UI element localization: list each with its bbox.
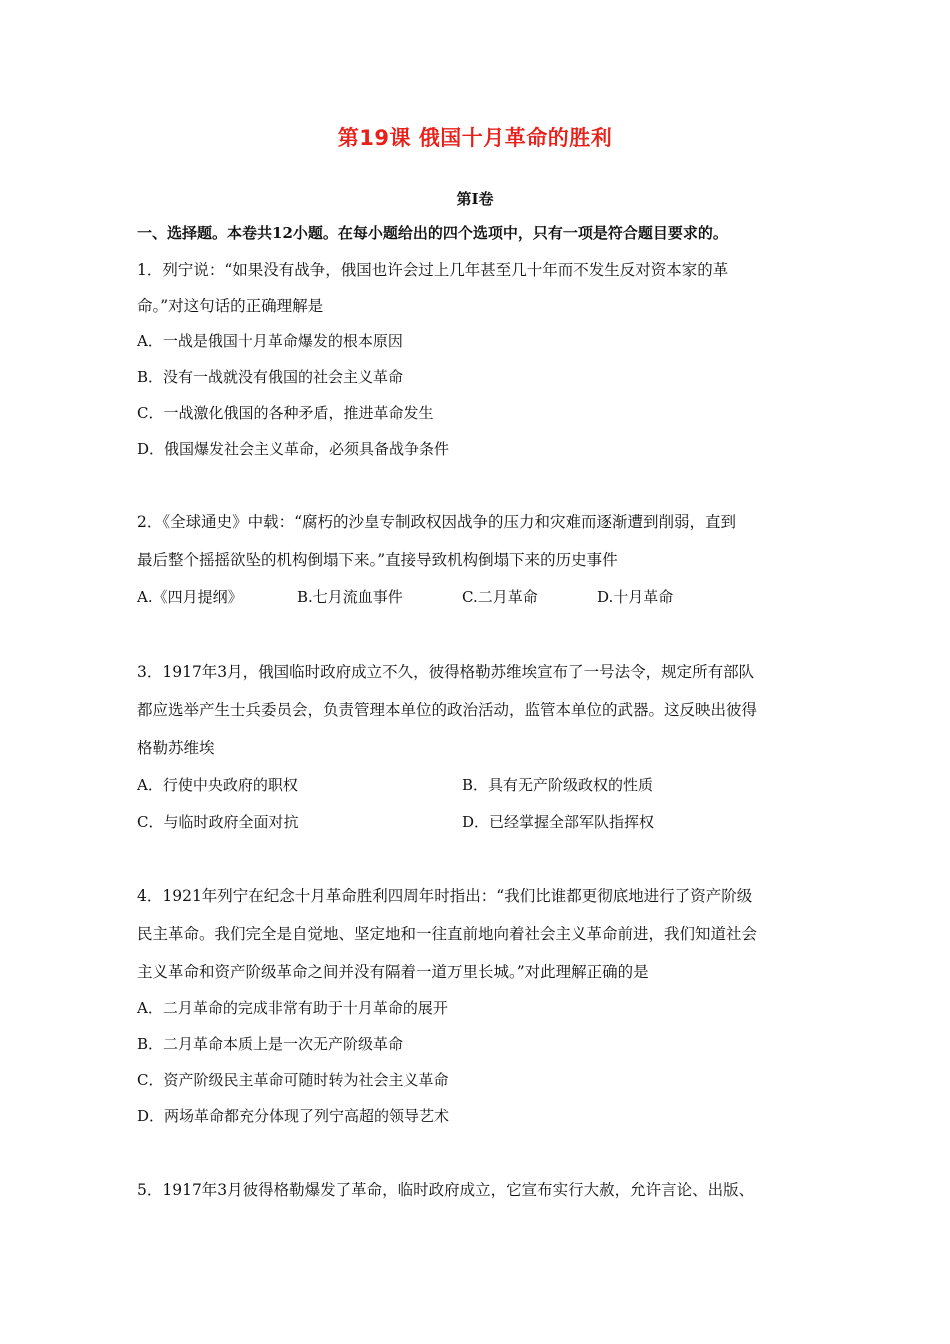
question-1-option-d: D．俄国爆发社会主义革命，必须具备战争条件 (137, 440, 450, 458)
page-title: 第19课 俄国十月革命的胜利 (337, 126, 613, 150)
question-3-stem-line-2: 都应选举产生士兵委员会，负责管理本单位的政治活动，监管本单位的武器。这反映出彼得 (137, 701, 758, 719)
question-1-option-a: A．一战是俄国十月革命爆发的根本原因 (137, 332, 403, 350)
question-3-option-a: A．行使中央政府的职权 (137, 776, 298, 794)
question-1-stem-line-1: 1．列宁说：“如果没有战争，俄国也许会过上几年甚至几十年而不发生反对资本家的革 (137, 261, 729, 279)
question-2-stem-line-1: 2．《全球通史》中载：“腐朽的沙皇专制政权因战争的压力和灾难而逐渐遭到削弱，直到 (137, 513, 737, 531)
question-4-option-a: A．二月革命的完成非常有助于十月革命的展开 (137, 999, 448, 1017)
question-3-stem-line-1: 3．1917年3月，俄国临时政府成立不久，彼得格勒苏维埃宣布了一号法令，规定所有部队 (137, 663, 755, 681)
question-2-option-a: A.《四月提纲》 (137, 588, 243, 606)
question-4-option-c: C．资产阶级民主革命可随时转为社会主义革命 (137, 1071, 449, 1089)
question-2-stem-line-2: 最后整个摇摇欲坠的机构倒塌下来。”直接导致机构倒塌下来的历史事件 (137, 551, 618, 569)
question-1-option-b: B．没有一战就没有俄国的社会主义革命 (137, 368, 404, 386)
question-4-option-d: D．两场革命都充分体现了列宁高超的领导艺术 (137, 1107, 450, 1125)
question-1-stem-line-2: 命。”对这句话的正确理解是 (137, 297, 324, 315)
question-4-stem-line-2: 民主革命。我们完全是自觉地、坚定地和一往直前地向着社会主义革命前进，我们知道社会 (137, 925, 758, 943)
question-3-option-c: C．与临时政府全面对抗 (137, 813, 299, 831)
question-1-option-c: C．一战激化俄国的各种矛盾，推进革命发生 (137, 404, 434, 422)
question-4-stem-line-3: 主义革命和资产阶级革命之间并没有隔着一道万里长城。”对此理解正确的是 (137, 963, 649, 981)
question-4-stem-line-1: 4．1921年列宁在纪念十月革命胜利四周年时指出：“我们比谁都更彻底地进行了资产阶级 (137, 887, 753, 905)
question-2-option-d: D.十月革命 (597, 588, 674, 606)
volume-heading: 第Ⅰ卷 (456, 190, 494, 208)
question-3-stem-line-3: 格勒苏维埃 (137, 739, 215, 757)
question-2-option-c: C.二月革命 (462, 588, 538, 606)
question-2-option-b: B.七月流血事件 (297, 588, 403, 606)
question-5-stem-line-1: 5．1917年3月彼得格勒爆发了革命，临时政府成立，它宣布实行大赦，允许言论、出版、 (137, 1181, 755, 1199)
section-header: 一、选择题。本卷共12小题。在每小题给出的四个选项中，只有一项是符合题目要求的。 (137, 224, 728, 242)
question-3-option-b: B．具有无产阶级政权的性质 (462, 776, 654, 794)
question-4-option-b: B．二月革命本质上是一次无产阶级革命 (137, 1035, 404, 1053)
question-3-option-d: D．已经掌握全部军队指挥权 (462, 813, 655, 831)
